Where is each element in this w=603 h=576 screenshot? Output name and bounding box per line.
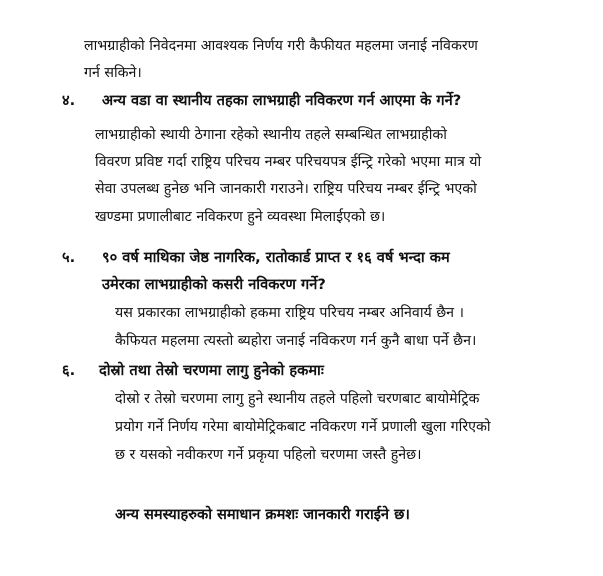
section-5-number: ५. xyxy=(62,249,76,266)
section-5-body-line-1: यस प्रकारका लाभग्राहीको हकमा राष्ट्रिय परिचय नम्बर अनिवार्य छैन । xyxy=(115,305,464,321)
section-4-body-line-3: सेवा उपलब्ध हुनेछ भनि जानकारी गराउने। राष्ट्रिय परिचय नम्बर ईन्ट्रि भएको xyxy=(95,181,477,197)
section-6-body-line-3: छ र यसको नवीकरण गर्ने प्रकृया पहिलो चरणमा जस्तै हुनेछ। xyxy=(115,447,422,463)
section-4-body-line-1: लाभग्राहीको स्थायी ठेगाना रहेको स्थानीय तहले सम्बन्धित लाभग्राहीको xyxy=(95,127,447,143)
section-6-body-line-2: प्रयोग गर्ने निर्णय गरेमा बायोमेट्रिकबाट नविकरण गर्ने प्रणाली खुला गरिएको xyxy=(115,419,491,435)
closing-note: अन्य समस्याहरुको समाधान क्रमशः जानकारी गराईने छ। xyxy=(115,506,410,523)
intro-line-2: गर्न सकिने। xyxy=(84,65,142,81)
section-6-body-line-1: दोस्रो र तेस्रो चरणमा लागु हुने स्थानीय तहले पहिलो चरणबाट बायोमेट्रिक xyxy=(115,391,480,407)
section-6-number: ६. xyxy=(62,362,76,379)
section-4-number: ४. xyxy=(62,92,76,109)
section-4-body-line-2: विवरण प्रविष्ट गर्दा राष्ट्रिय परिचय नम्बर परिचयपत्र ईन्ट्रि गरेको भएमा मात्र यो xyxy=(95,154,482,170)
section-5-heading-line-2: उमेरका लाभग्राहीको कसरी नविकरण गर्ने? xyxy=(102,276,326,293)
section-5-body-line-2: कैफियत महलमा त्यस्तो ब्यहोरा जनाई नविकरण गर्न कुनै बाधा पर्ने छैन। xyxy=(115,333,477,349)
section-4-heading: अन्य वडा वा स्थानीय तहका लाभग्राही नविकरण गर्न आएमा के गर्ने? xyxy=(102,92,462,109)
intro-line-1: लाभग्राहीको निवेदनमा आवश्यक निर्णय गरी कैफीयत महलमा जनाई नविकरण xyxy=(84,38,478,54)
section-6-heading: दोस्रो तथा तेस्रो चरणमा लागु हुनेको हकमाः xyxy=(99,362,324,379)
section-5-heading-line-1: ९० वर्ष माथिका जेष्ठ नागरिक, रातोकार्ड प्राप्त र १६ वर्ष भन्दा कम xyxy=(102,249,450,266)
section-4-body-line-4: खण्डमा प्रणालीबाट नविकरण हुने व्यवस्था मिलाईएको छ। xyxy=(95,209,386,225)
